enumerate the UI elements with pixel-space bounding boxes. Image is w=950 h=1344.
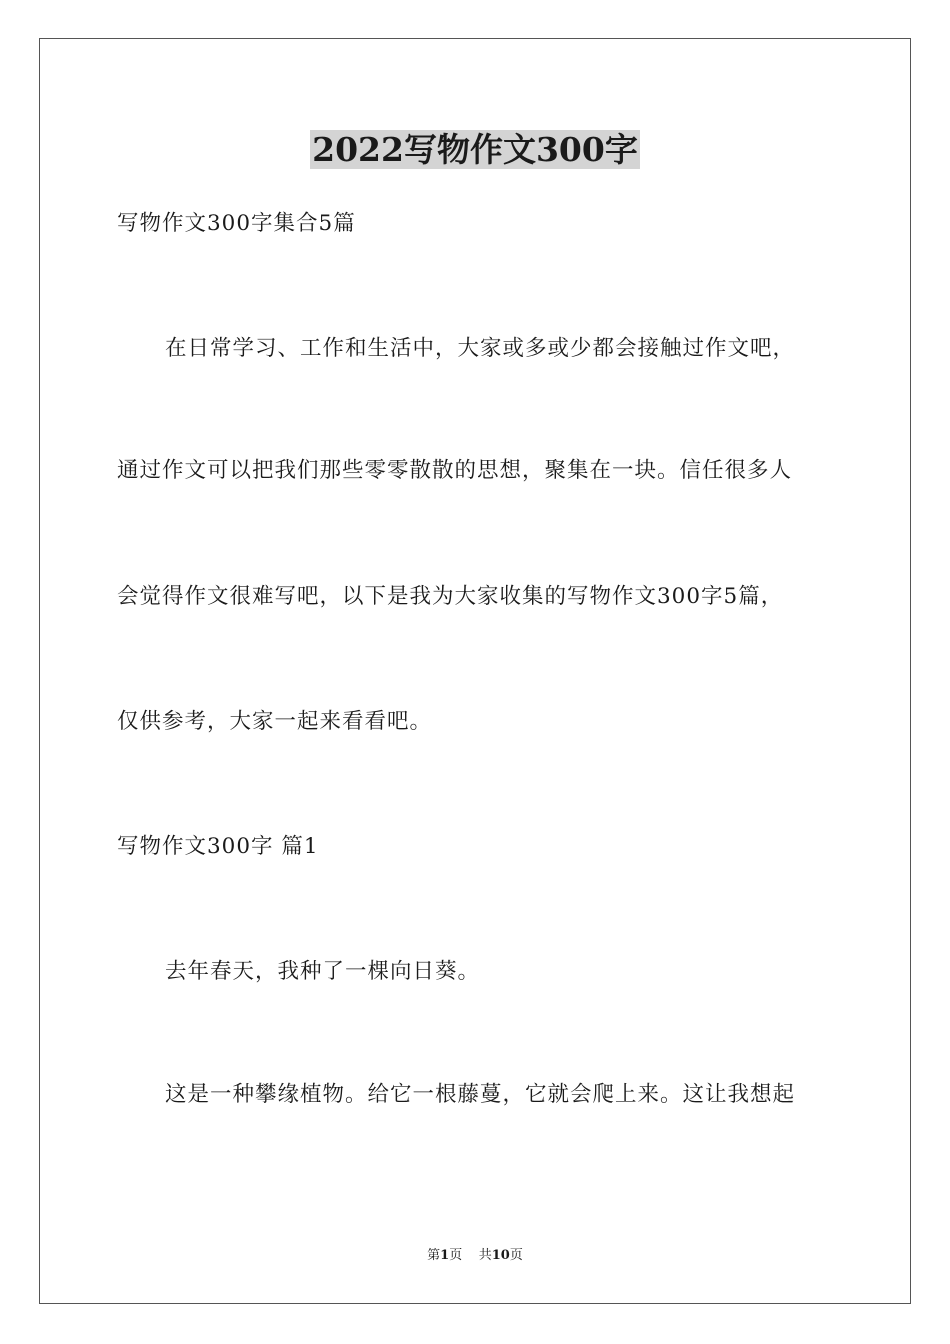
document-title-text: 2022写物作文300字 (312, 130, 638, 169)
footer-page-total: 10 (491, 1248, 510, 1263)
intro-line-1: 在日常学习、工作和生活中，大家或多或少都会接触过作文吧， (165, 336, 796, 361)
document-subtitle: 写物作文300字集合5篇 (117, 211, 356, 236)
page-footer (0, 1247, 950, 1265)
footer-suffix: 页 (509, 1248, 523, 1263)
body-line-2: 这是一种攀缘植物。给它一根藤蔓，它就会爬上来。这让我想起 (165, 1082, 796, 1107)
intro-line-4: 仅供参考，大家一起来看看吧。 (117, 709, 433, 734)
intro-line-2: 通过作文可以把我们那些零零散散的思想，聚集在一块。信任很多人 (117, 458, 793, 483)
footer-mid: 页 共 (449, 1248, 492, 1263)
document-title (0, 130, 950, 170)
body-line-1: 去年春天，我种了一棵向日葵。 (165, 959, 481, 984)
section-heading: 写物作文300字 篇1 (117, 834, 319, 859)
intro-line-3: 会觉得作文很难写吧，以下是我为大家收集的写物作文300字5篇， (117, 584, 784, 609)
footer-prefix: 第 (427, 1248, 441, 1263)
footer-page-current: 1 (440, 1248, 450, 1263)
